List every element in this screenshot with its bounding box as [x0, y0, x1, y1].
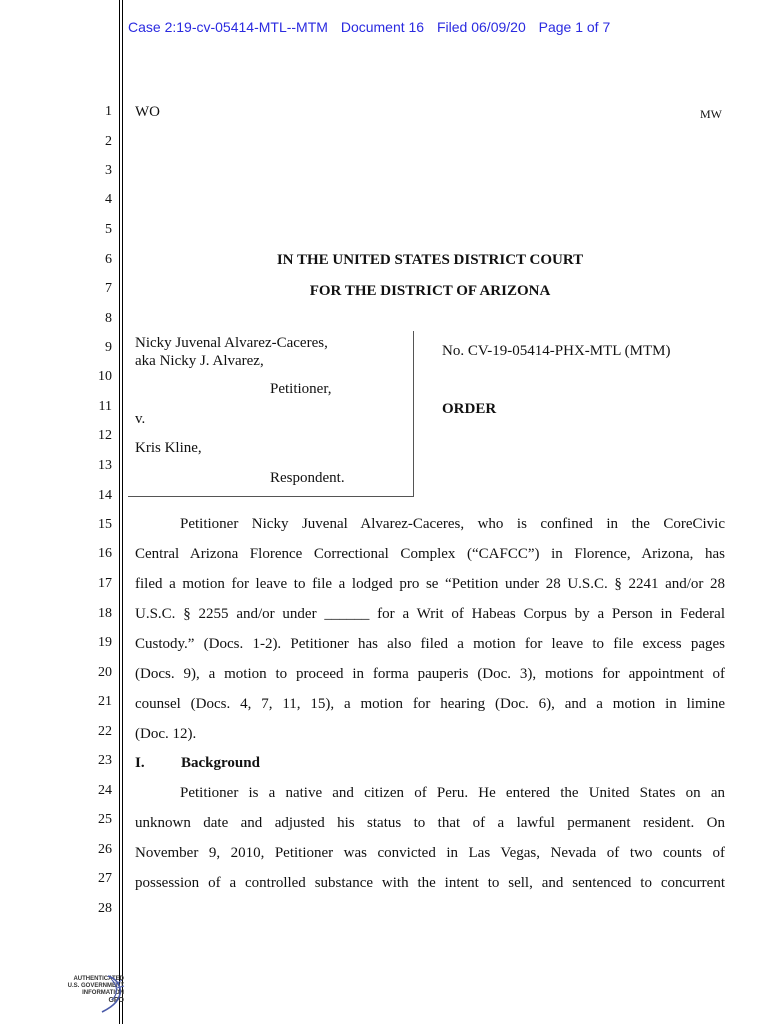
paragraph-1 — [135, 509, 725, 749]
petitioner-role: Petitioner, — [270, 381, 332, 397]
line-number: 1 — [105, 104, 112, 119]
line-number: 21 — [98, 694, 112, 709]
paragraph-line: possession of a controlled substance with the intent to sell, and sentenced to concurrent — [135, 875, 725, 891]
gpo-line: INFORMATION — [82, 990, 124, 996]
section-title: Background — [181, 755, 260, 771]
paragraph-line: counsel (Docs. 4, 7, 11, 15), a motion for hearing (Doc. 6), and a motion in limine — [135, 696, 725, 712]
line-number: 15 — [98, 517, 112, 532]
line-number: 10 — [98, 369, 112, 384]
paragraph-line: Custody.” (Docs. 1-2). Petitioner has also filed a motion for leave to file excess pages — [135, 636, 725, 652]
gpo-line: AUTHENTICATED — [73, 976, 124, 982]
line-number: 9 — [105, 340, 112, 355]
line-number: 23 — [98, 753, 112, 768]
line-number: 4 — [105, 192, 112, 207]
paragraph-line: (Doc. 12). — [135, 726, 197, 742]
top-right-mark: MW — [700, 107, 722, 121]
line-number: 6 — [105, 252, 112, 267]
paragraph-line: unknown date and adjusted his status to that of a lawful permanent resident. On — [135, 815, 725, 831]
paragraph-line: November 9, 2010, Petitioner was convicted in Las Vegas, Nevada of two counts of — [135, 845, 725, 861]
line-number: 12 — [98, 428, 112, 443]
line-number: 24 — [98, 783, 112, 798]
paragraph-line: filed a motion for leave to file a lodged pro se “Petition under 28 U.S.C. § 2241 and/or 28 — [135, 576, 725, 592]
document-header — [120, 16, 748, 38]
line-number: 25 — [98, 812, 112, 827]
line-number: 27 — [98, 871, 112, 886]
court-name: IN THE UNITED STATES DISTRICT COURT — [276, 252, 584, 268]
gpo-line: U.S. GOVERNMENT — [67, 983, 124, 989]
line-number: 18 — [98, 606, 112, 621]
line-number: 20 — [98, 665, 112, 680]
line-number: 7 — [105, 281, 112, 296]
line-number: 11 — [98, 399, 112, 414]
line-number: 3 — [105, 163, 112, 178]
paragraph-line: Petitioner is a native and citizen of Peru. He entered the United States on an — [180, 785, 725, 801]
margin-rule-left — [119, 0, 120, 1024]
eagle-icon — [46, 974, 126, 1016]
paragraph-2 — [135, 778, 725, 898]
versus: v. — [135, 411, 146, 427]
petitioner-name: Nicky Juvenal Alvarez-Caceres, — [135, 335, 328, 351]
header-case: Case 2:19-cv-05414-MTL--MTM — [128, 19, 328, 35]
line-number: 13 — [98, 458, 112, 473]
court-district: FOR THE DISTRICT OF ARIZONA — [309, 283, 551, 299]
paragraph-line: Petitioner Nicky Juvenal Alvarez-Caceres, who is confined in the CoreCivic — [180, 516, 725, 532]
line-number: 2 — [105, 134, 112, 149]
section-number: I. — [135, 755, 145, 771]
header-filed: Filed 06/09/20 — [437, 19, 526, 35]
header-page: Page 1 of 7 — [538, 19, 611, 35]
paragraph-line: Central Arizona Florence Correctional Complex (“CAFCC”) in Florence, Arizona, has — [135, 546, 725, 562]
header-document: Document 16 — [340, 19, 425, 35]
line-number: 19 — [98, 635, 112, 650]
paragraph-line: U.S.C. § 2255 and/or under ______ for a Writ of Habeas Corpus by a Person in Federal — [135, 606, 725, 622]
case-number: No. CV-19-05414-PHX-MTL (MTM) — [442, 343, 671, 359]
line-number: 17 — [98, 576, 112, 591]
order-title: ORDER — [442, 401, 497, 417]
line-number: 22 — [98, 724, 112, 739]
gpo-line: GPO — [108, 997, 124, 1004]
line-number: 26 — [98, 842, 112, 857]
line-number: 28 — [98, 901, 112, 916]
line-number: 8 — [105, 311, 112, 326]
top-left-mark: WO — [135, 104, 160, 120]
paragraph-line: (Docs. 9), a motion to proceed in forma pauperis (Doc. 3), motions for appointment of — [135, 666, 725, 682]
line-number: 16 — [98, 546, 112, 561]
respondent-role: Respondent. — [270, 470, 345, 486]
line-number: 14 — [98, 488, 112, 503]
line-number: 5 — [105, 222, 112, 237]
margin-rule-right — [122, 0, 123, 1024]
petitioner-aka: aka Nicky J. Alvarez, — [135, 353, 264, 369]
respondent-name: Kris Kline, — [135, 440, 202, 456]
gpo-authentication-seal — [46, 974, 126, 1016]
